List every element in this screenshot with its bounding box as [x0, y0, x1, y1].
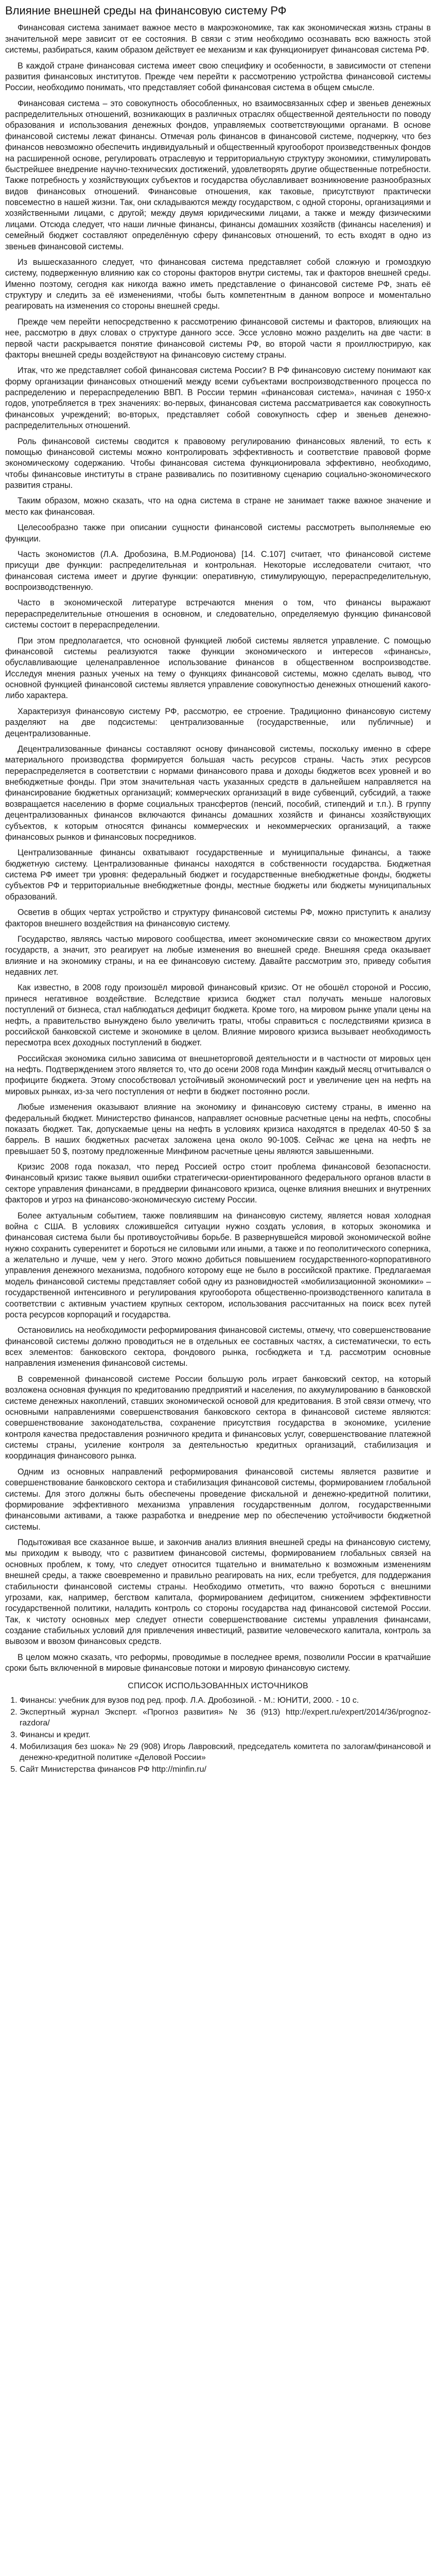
- paragraph: Роль финансовой системы сводится к правовому регулированию финансовых явлений, то есть к помощью финансовой системы можно контролировать эффективность и соответствие правовой форме экономическому содержанию. Чтобы финансовая система функционировала эффективно, необходимо, чтобы финансовые институты в стране развивались по позитивному сценарию социально-экономического развития страны.: [5, 436, 431, 490]
- paragraph: Целесообразно также при описании сущности финансовой системы рассмотреть выполняемые ею функции.: [5, 523, 431, 544]
- paragraph: Осветив в общих чертах устройство и структуру финансовой системы РФ, можно приступить к анализу факторов внешнего воздействия на финансовую систему.: [5, 908, 431, 928]
- paragraph: Децентрализованные финансы составляют основу финансовой системы, поскольку именно в сфере материального производства формируется большая часть ресурсов страны. Часть этих ресурсов перераспределяется в соответствии с нормами финансового права и доходы бюджетов всех уровней и во внебюджетные фонды. При этом значительная часть указанных средств в дальнейшем направляется на финансирование бюджетных организаций; коммерческих организаций в виде субвенций, субсидий, а также возвращается населению в форме социальных трансфертов (пенсий, пособий, стипендий и т.п.). В группу децентрализованных финансов включаются финансы домашних хозяйств и финансы хозяйствующих субъектов, к которым относятся финансы коммерческих и некоммерческих организаций, а также финансовых рынков и финансовых посредников.: [5, 744, 431, 842]
- paragraph: При этом предполагается, что основной функцией любой системы является управление. С помощью финансовой системы реализуются также функции экономического и интересов «финансы», обуславливающие целенаправленное использование финансов в общественном воспроизводстве. Исследуя мнения разных ученых на тему о функциях финансовой системы, можно сделать вывод, что основной функцией финансовой системы является управление совокупностью денежных отношений какого-либо характера.: [5, 636, 431, 701]
- article-title: Влияние внешней среды на финансовую систему РФ: [5, 4, 287, 17]
- paragraph: В каждой стране финансовая система имеет свою специфику и особенности, в зависимости от степени развития финансовых институтов. Прежде чем перейти к рассмотрению устройства финансовой системы России, необходимо понимать, что представляет собой финансовая система в общем смысле.: [5, 61, 431, 93]
- reference-item: 2. Экспертный журнал Эксперт. «Прогноз развития» № 36 (913) http://expert.ru/expert/2014/36/prognoz-razdora/: [20, 1707, 431, 1728]
- paragraph: В целом можно сказать, что реформы, проводимые в последнее время, позволили России в кратчайшие сроки быть включенной в мировые финансовые потоки и мировую финансовую систему.: [5, 1652, 431, 1673]
- paragraph: Характеризуя финансовую систему РФ, рассмотрю, ее строение. Традиционно финансовую систему разделяют на две подсистемы: централизованные (государственные, или публичные) и децентрализованные.: [5, 706, 431, 738]
- paragraph: В современной финансовой системе России большую роль играет банковский сектор, на который возложена основная функция по кредитованию предприятий и населения, по аккумулированию в банковской системе денежных накоплений, ставших экономической основой для кредитования. В этой связи отмечу, что основными направлениями совершенствования банковского сектора в финансовой системе являются: совершенствование законодательства, сохранение присутствия государства в экономике, усиление контроля качества предоставления розничного кредита и финансовых услуг, совершенствование платежной системы страны, усиление контроля за деятельностью кредитных организаций, стабилизация и координация финансового рынка.: [5, 1374, 431, 1461]
- paragraph: Подытоживая все сказанное выше, и закончив анализ влияния внешней среды на финансовую систему, мы приходим к выводу, что с развитием финансовой системы, формированием глобальных связей на основных проблем, к тому, что следует относится тщательно и внимательно к возможным изменениям внешней среды, а также своевременно и правильно реагировать на них, если требуется, для поддержания стабильности финансовой системы страны. Необходимо отметить, что важно бороться с внешними угрозами, как, например, бегством капитала, формированием дефицитом, снижением эффективности государственной политики, наладить контроль со стороны государства над финансовой системой России. Так, к чистоту основных мер следует отнести совершенствование системы управления финансами, создание стабильных условий для привлечения инвестиций, развитие человеческого капитала, контроль за вывозом и ввозом финансовых средств.: [5, 1538, 431, 1647]
- paragraph: Любые изменения оказывают влияние на экономику и финансовую систему страны, в именно на федеральный бюджет. Министерство финансов, направляет основные расчетные цены на нефть, способны показать бюджет. Так, допускаемые цены на нефть в условиях кризиса находятся в пределах 40-50 $ за баррель. В наших бюджетных расчетах заложена цена около 90-100$. Сейчас же цена на нефть не превышает 50 $, поэтому предложенные Минфином расчетные цены являются завышенными.: [5, 1103, 431, 1156]
- paragraph: Прежде чем перейти непосредственно к рассмотрению финансовой системы и факторов, влияющих на нее, рассмотрю в двух словах о структуре данного эссе. Эссе условно можно разделить на две части: в первой части раскрывается понятие финансовой системы РФ, во второй части я проиллюстрирую, как факторы внешней среды воздействуют на финансовую систему страны.: [5, 317, 431, 360]
- paragraph: Более актуальным событием, также повлиявшим на финансовую систему, является новая холодная война с США. В условиях сложившейся ситуации нужно создать условия, в которых экономика и финансовая система были бы противоустойчивы борьбе. В развернувшейся мировой экономической войне нужно сохранить суверенитет и бороться не силовыми или иными, а также и по геополитического соперника, а желательно и лучше, чем у него. Этого можно добиться повышением государственного-корпоративного управления денежного механизма, подобного которому еще не было в российской практике. Предлагаемая модель финансовой системы представляет собой одну из разновидностей «мобилизационной экономики» – государственной интенсивного и регулирования кругооборота общественно-производственного капитала в соответствии с активным участием крупных сектором, использования рассчитанных на поиск всех путей роста ресурсов корпораций и государства.: [5, 1211, 431, 1319]
- paragraph: Часто в экономической литературе встречаются мнения о том, что финансы выражают перераспределительные отношения в основном, и следовательно, определяемую функцию финансовой системы состоит в перераспределении.: [5, 598, 431, 630]
- reference-item: 5. Сайт Министерства финансов РФ http://minfin.ru/: [20, 1764, 431, 1775]
- paragraph: Как известно, в 2008 году произошёл мировой финансовый кризис. От не обошёл стороной и Россию, принеся негативное воздействие. Вследствие кризиса бюджет стал получать меньше налоговых поступлений от бизнеса, стал наблюдаться дефицит бюджета. Кроме того, на мировом рынке упали цены на нефть, а правительство вынуждено было увеличить траты, чтобы справиться с последствиями кризиса в российской банковской системе и экономике в целом. Влияние мирового кризиса вызывает необходимость пересмотра всех доходных поступлений в бюджет.: [5, 983, 431, 1048]
- paragraph: Одним из основных направлений реформирования финансовой системы является развитие и совершенствование банковского сектора и стабилизация финансовой системы, формированием глобальной системы. Для этого должны быть обеспечены проведение фискальной и денежно-кредитной политики, формирование эффективного механизма управления государственным долгом, государственными финансовыми активами, а также разработка и внедрение мер по обеспечению устойчивости бюджетной системы.: [5, 1467, 431, 1532]
- references-list: [5, 1695, 431, 1775]
- reference-item: 1. Финансы: учебник для вузов под ред. проф. Л.А. Дробозиной. - М.: ЮНИТИ, 2000. - 10 с.: [20, 1695, 431, 1706]
- paragraph: Финансовая система – это совокупность обособленных, но взаимосвязанных сфер и звеньев денежных распределительных отношений, возникающих в различных отраслях общественной деятельности по поводу образования и использования денежных фондов, управляемых соответствующими органами. В основе финансовой системы лежат финансы. Отмечая роль финансов в финансовой системе, подчеркну, что без финансов невозможно обеспечить индивидуальный и общественный кругооборот произведственных фондов на расширенной основе, регулировать отраслевую и территориальную структуру экономики, стимулировать быстрейшее внедрение научно-технических достижений, удовлетворять другие общественные потребности. Также потребность у хозяйствующих субъектов и государства обуславливает возникновение разнообразных видов финансовых отношений. Финансовые отношения, как таковые, присутствуют практически повсеместно в нашей жизни. Так, они складываются между государством, с одной стороны, организациями и хозяйственными лицами, с другой; между двумя юридическими лицами, а также и между физическими лицами. Отсюда следует, что наши личные финансы, финансы домашних хозяйств (финансы населения) и семейный бюджет составляют определённую сферу финансовых отношений, то есть входят в одно из звеньев финансовой системы.: [5, 98, 431, 251]
- paragraph: Остановились на необходимости реформирования финансовой системы, отмечу, что совершенствование финансовой системы должно проводиться не в отдельных ее составных частях, а систематически, то есть всех элементов: банковского сектора, фондового рынка, госбюджета и т.д. рассмотрим основные направления изменения финансовой системы.: [5, 1326, 431, 1368]
- references-heading: СПИСОК ИСПОЛЬЗОВАННЫХ ИСТОЧНИКОВ: [128, 1681, 308, 1690]
- paragraph: Таким образом, можно сказать, что на одна система в стране не занимает также важное значение и место как финансовая.: [5, 496, 431, 517]
- paragraph: Из вышесказанного следует, что финансовая система представляет собой сложную и громоздкую систему, подверженную влиянию как со стороны факторов внутри системы, так и факторов внешней среды. Именно поэтому, сегодня как никогда важно иметь представление о финансовой системе РФ, знать её структуру и следить за её изменениями, чтобы быть компетентным в данном вопросе и моментально реагировать на изменения со стороны внешней среды.: [5, 257, 431, 311]
- paragraph: Финансовая система занимает важное место в макроэкономике, так как экономическая жизнь страны в значительной мере зависит от ее состояния. В связи с этим необходимо осознавать всю важность этой системы, разбираться, каким образом действует ее механизм и как функционирует финансовая система РФ.: [5, 23, 431, 55]
- reference-item: 4. Мобилизация без шока» № 29 (908) Игорь Лавровский, председатель комитета по залогам/финансовой и денежно-кредитной политике «Деловой России»: [20, 1741, 431, 1763]
- paragraph: Часть экономистов (Л.А. Дробозина, В.М.Родионова) [14. С.107] считает, что финансовой системе присущи две функции: распределительная и контрольная. Некоторые исследователи считают, что финансовая система имеет и другие функции: оперативную, стимулирующую, перераспределительную, воспроизводственную.: [5, 549, 431, 592]
- paragraph: Централизованные финансы охватывают государственные и муниципальные финансы, а также бюджетную систему. Централизованные финансы находятся в собственности государства. Бюджетная система РФ имеет три уровня: федеральный бюджет и государственные внебюджетные фонды, бюджеты субъектов РФ и территориальные внебюджетные фонды, местные бюджеты или бюджеты муниципальных образований.: [5, 848, 431, 902]
- paragraph: Государство, являясь частью мирового сообщества, имеет экономические связи со множеством других государств, а значит, это реагирует на любые изменения во внешней среде. Внешняя среда оказывает влияние и на экономику страны, и на ее финансовую систему. Давайте рассмотрим это, приведу события недавних лет.: [5, 934, 431, 977]
- paragraph: Итак, что же представляет собой финансовая система России? В РФ финансовую систему понимают как форму организации финансовых отношений между всеми субъектами воспроизводственного процесса по распределению и перераспределению ВВП. В России термин «финансовая система», начиная с 1950-х годов, употребляется в трех значениях: во-первых, финансовая система рассматривается как совокупность финансовых учреждений; во-вторых, представляет собой совокупность сфер и звеньев денежно-распределительных отношений.: [5, 366, 431, 431]
- article-body: [5, 23, 431, 1674]
- paragraph: Кризис 2008 года показал, что перед Россией остро стоит проблема финансовой безопасности. Финансовый кризис также выявил ошибки стратегически-ориентированного федерального органов власти в секторе управления финансами, в преддверии финансового кризиса, оценке влияния внешних и внутренних факторов и угроз на финансово-экономическую систему России.: [5, 1162, 431, 1205]
- paragraph: Российская экономика сильно зависима от внешнеторговой деятельности и в частности от мировых цен на нефть. Подтверждением этого является то, что до осени 2008 года Минфин каждый месяц отчитывался о профиците бюджета. Этому способствовал устойчивый экономический рост и увеличение цен на нефть на мировых рынках, из-за чего поступления от нефти в бюджет постоянно росли.: [5, 1054, 431, 1096]
- reference-item: 3. Финансы и кредит.: [20, 1730, 431, 1740]
